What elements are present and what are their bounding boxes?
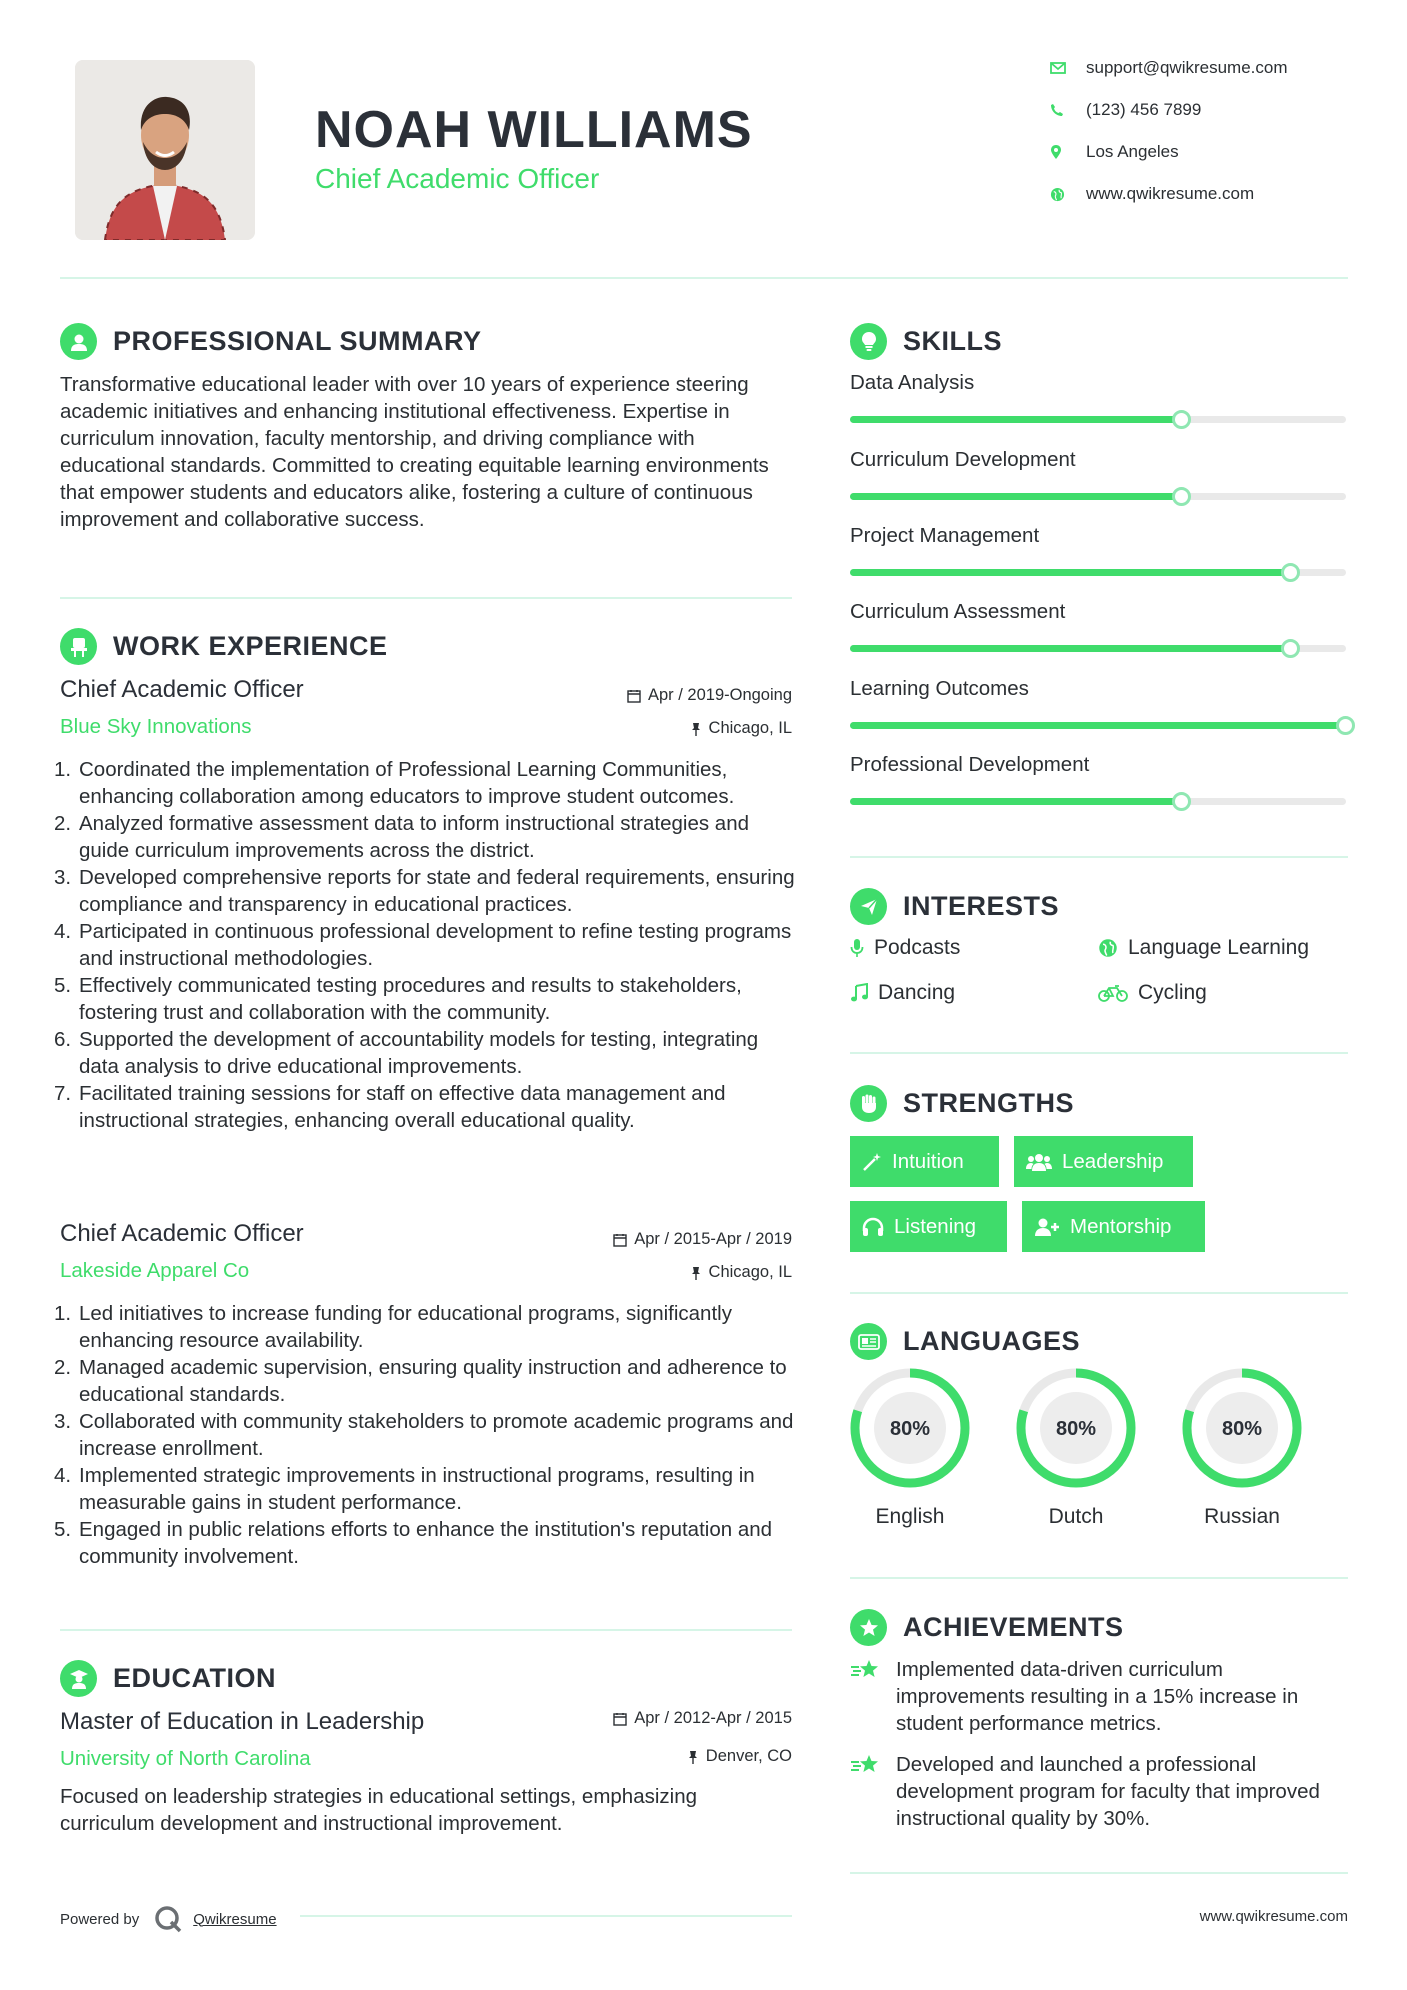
list-item: 5. Effectively communicated testing procedures and results to stakeholders, fostering trust and collaboration with the community. — [54, 974, 742, 1024]
education-heading: EDUCATION — [60, 1660, 276, 1697]
summary-text: Transformative educational leader with over 10 years of experience steering academic initiatives and enhancing institutional effectiveness. Expertise in curriculum innovation, faculty mentorship, and driving compliance with educational standards. Committed to creating equitable learning environments that empower students and educators alike, fostering a culture of continuous improvement and collaborative success. — [60, 373, 769, 531]
skill-name: Curriculum Assessment — [850, 600, 1066, 623]
list-item: 7. Facilitated training sessions for staff on effective data management and instructional strategies, enhancing overall educational quality. — [54, 1082, 726, 1132]
education-degree: Master of Education in Leadership — [60, 1708, 425, 1735]
languages-heading: LANGUAGES — [850, 1323, 1080, 1360]
shooting-star-icon — [850, 1753, 882, 1777]
contact-phone[interactable]: (123) 456 7899 — [1050, 100, 1201, 120]
job-1-title: Chief Academic Officer — [60, 676, 304, 703]
experience-divider — [60, 1629, 792, 1631]
interests-divider — [850, 1052, 1348, 1054]
list-item: 5. Engaged in public relations efforts to enhance the institution's reputation and community involvement. — [54, 1518, 773, 1568]
achievements-divider — [850, 1872, 1348, 1874]
footer-url[interactable]: www.qwikresume.com — [1199, 1908, 1348, 1925]
pushpin-icon — [687, 1750, 699, 1764]
bicycle-icon — [1098, 984, 1128, 1002]
list-item: 4. Participated in continuous professional development to refine testing programs and instructional methodologies. — [54, 920, 792, 970]
skill-name: Professional Development — [850, 753, 1090, 776]
strengths-heading: STRENGTHS — [850, 1085, 1074, 1122]
list-item: 2. Analyzed formative assessment data to inform instructional strategies and guide curriculum improvements across the district. — [54, 812, 749, 862]
strength-tag-leadership: Leadership — [1014, 1136, 1193, 1187]
job-1-bullets — [54, 756, 795, 1134]
magic-wand-icon — [862, 1152, 882, 1172]
list-item: 4. Implemented strategic improvements in instructional programs, resulting in measurable gains in student performance. — [54, 1464, 755, 1514]
interests-heading: INTERESTS — [850, 888, 1059, 925]
job-1-location: Chicago, IL — [560, 719, 792, 738]
skill-bar — [850, 645, 1346, 652]
skill-knob — [1281, 563, 1300, 582]
job-2-dates: Apr / 2015-Apr / 2019 — [540, 1230, 792, 1249]
language-name: English — [875, 1505, 945, 1528]
list-item: 3. Developed comprehensive reports for state and federal requirements, ensuring compliance and transparency in educational practices. — [54, 866, 795, 916]
footer-powered-by: Powered by Qwikresume — [60, 1904, 277, 1934]
job-1-dates: Apr / 2019-Ongoing — [560, 686, 792, 705]
graduate-icon — [60, 1660, 97, 1697]
contact-website[interactable]: www.qwikresume.com — [1050, 184, 1254, 204]
job-2-company: Lakeside Apparel Co — [60, 1259, 250, 1282]
user-icon — [60, 323, 97, 360]
gauge-label: 80% — [1055, 1418, 1097, 1440]
achievement-item: Implemented data-driven curriculum improvements resulting in a 15% increase in student performance metrics. — [850, 1656, 1348, 1737]
experience-heading: WORK EXPERIENCE — [60, 628, 388, 665]
envelope-icon — [1050, 62, 1086, 74]
contact-email[interactable]: support@qwikresume.com — [1050, 58, 1288, 78]
music-note-icon — [850, 983, 868, 1003]
list-item: 3. Collaborated with community stakeholders to promote academic programs and increase enrollment. — [54, 1410, 794, 1460]
footer-brand-link[interactable]: Qwikresume — [193, 1910, 277, 1928]
education-school: University of North Carolina — [60, 1747, 311, 1770]
strength-tag-listening: Listening — [850, 1201, 1007, 1252]
list-item: 1. Led initiatives to increase funding for educational programs, significantly enhancing resource availability. — [54, 1302, 732, 1352]
education-text: Focused on leadership strategies in educational settings, emphasizing curriculum development and instructional improvement. — [60, 1785, 698, 1835]
language-name: Dutch — [1048, 1505, 1104, 1528]
job-1-company: Blue Sky Innovations — [60, 715, 252, 738]
skill-bar — [850, 722, 1346, 729]
user-plus-icon — [1034, 1217, 1060, 1237]
job-2-location: Chicago, IL — [560, 1263, 792, 1282]
skill-name: Project Management — [850, 524, 1040, 547]
skills-heading: SKILLS — [850, 323, 1002, 360]
language-gauge — [1180, 1366, 1304, 1490]
achievements-heading: ACHIEVEMENTS — [850, 1609, 1124, 1646]
footer-divider — [300, 1915, 792, 1917]
interest-cycling: Cycling — [1098, 981, 1207, 1005]
summary-divider — [60, 597, 792, 599]
language-gauge — [1014, 1366, 1138, 1490]
candidate-name: NOAH WILLIAMS — [315, 101, 753, 159]
strength-tag-mentorship: Mentorship — [1022, 1201, 1205, 1252]
star-icon — [850, 1609, 887, 1646]
phone-icon — [1050, 103, 1086, 117]
chair-icon — [60, 628, 97, 665]
education-location: Denver, CO — [560, 1747, 792, 1766]
lightbulb-icon — [850, 323, 887, 360]
languages-divider — [850, 1577, 1348, 1579]
globe-icon — [1050, 187, 1086, 202]
strengths-divider — [850, 1292, 1348, 1294]
language-english — [848, 1366, 972, 1495]
interest-dancing: Dancing — [850, 981, 955, 1005]
header-divider — [60, 277, 1348, 279]
skill-bar — [850, 798, 1346, 805]
language-name: Russian — [1204, 1505, 1280, 1528]
raised-fist-icon — [850, 1085, 887, 1122]
education-dates: Apr / 2012-Apr / 2015 — [540, 1709, 792, 1728]
contact-location: Los Angeles — [1050, 142, 1179, 162]
list-item: 1. Coordinated the implementation of Professional Learning Communities, enhancing collaboration among educators to improve student outcomes. — [54, 758, 735, 808]
headphones-icon — [862, 1217, 884, 1237]
achievement-item: Developed and launched a professional development program for faculty that improved instructional quality by 30%. — [850, 1751, 1348, 1832]
skill-bar — [850, 493, 1346, 500]
microphone-icon — [850, 938, 864, 958]
job-2-title: Chief Academic Officer — [60, 1220, 304, 1247]
skill-name: Data Analysis — [850, 371, 975, 394]
skill-bar — [850, 416, 1346, 423]
pushpin-icon — [690, 722, 702, 736]
skill-knob — [1172, 792, 1191, 811]
strength-tag-intuition: Intuition — [850, 1136, 999, 1187]
candidate-role: Chief Academic Officer — [315, 163, 600, 194]
skill-knob — [1281, 639, 1300, 658]
skills-divider — [850, 856, 1348, 858]
job-2-bullets — [54, 1300, 795, 1570]
skill-knob — [1336, 716, 1355, 735]
paper-plane-icon — [850, 888, 887, 925]
skill-bar — [850, 569, 1346, 576]
skill-knob — [1172, 410, 1191, 429]
summary-heading: PROFESSIONAL SUMMARY — [60, 323, 482, 360]
interest-language-learning: Language Learning — [1098, 936, 1309, 960]
skill-name: Curriculum Development — [850, 448, 1076, 471]
gauge-label: 80% — [889, 1418, 931, 1440]
map-pin-icon — [1050, 144, 1086, 160]
profile-photo — [75, 60, 255, 240]
language-gauge — [848, 1366, 972, 1490]
list-item: 2. Managed academic supervision, ensuring quality instruction and adherence to educational standards. — [54, 1356, 787, 1406]
skill-name: Learning Outcomes — [850, 677, 1029, 700]
calendar-icon — [627, 689, 641, 703]
calendar-icon — [613, 1233, 627, 1247]
pushpin-icon — [690, 1266, 702, 1280]
shooting-star-icon — [850, 1658, 882, 1682]
globe-icon — [1098, 938, 1118, 958]
skill-knob — [1172, 487, 1191, 506]
id-card-icon — [850, 1323, 887, 1360]
qwikresume-logo-icon — [153, 1904, 183, 1934]
group-icon — [1026, 1152, 1052, 1172]
language-dutch — [1014, 1366, 1138, 1495]
calendar-icon — [613, 1712, 627, 1726]
list-item: 6. Supported the development of accountability models for testing, integrating data analysis to drive educational improvements. — [54, 1028, 759, 1078]
language-russian — [1180, 1366, 1304, 1495]
gauge-label: 80% — [1221, 1418, 1263, 1440]
interest-podcasts: Podcasts — [850, 936, 960, 960]
